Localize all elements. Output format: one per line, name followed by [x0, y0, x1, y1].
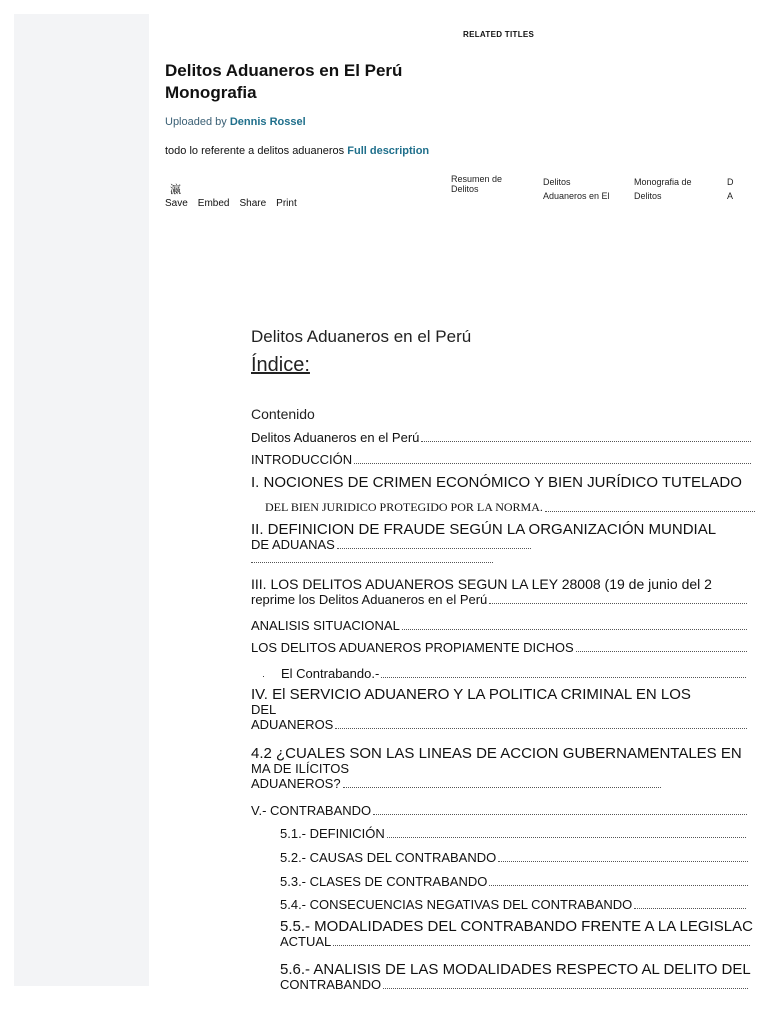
- toc-entry[interactable]: [251, 803, 747, 818]
- document-description: [165, 145, 429, 157]
- toc-leader: [545, 511, 755, 512]
- toc-entry-text: LOS DELITOS ADUANEROS PROPIAMENTE DICHOS: [251, 640, 574, 655]
- toc-entry[interactable]: [251, 452, 751, 467]
- toc-entry-wrap: [280, 977, 748, 992]
- toc-entry-text: 5.6.- ANALISIS DE LAS MODALIDADES RESPECTO AL DELITO DEL: [280, 961, 751, 978]
- toc-entry-text: INTRODUCCIÓN: [251, 452, 353, 467]
- embed-label: Embed: [197, 198, 230, 209]
- toc-leader: [498, 861, 748, 862]
- toc-entry[interactable]: [251, 746, 757, 791]
- toc-leader: [343, 776, 661, 788]
- related-title-line: A: [727, 191, 734, 201]
- toc-entry-text: 5.5.- MODALIDADES DEL CONTRABANDO FRENTE A LA LEGISLAC: [280, 918, 753, 935]
- toc-entry-text: IV. El SERVICIO ADUANERO Y LA POLITICA CRIMINAL EN LOS: [251, 686, 691, 703]
- uploaded-prefix: Uploaded by: [165, 116, 227, 128]
- page-heading: Delitos Aduaneros en el Perú: [251, 327, 472, 346]
- toc-leader: [381, 677, 746, 678]
- toc-leader: [576, 651, 747, 652]
- toc-entry-text: CONTRABANDO: [280, 977, 382, 992]
- document-title: Delitos Aduaneros en El Perú Monografia: [165, 61, 403, 102]
- toc-entry[interactable]: [251, 430, 751, 445]
- toc-leader: [402, 629, 747, 630]
- toc-entry[interactable]: [262, 666, 746, 681]
- toc-entry-text: MA DE ILÍCITOS: [251, 761, 350, 776]
- toc-entry-text: V.- CONTRABANDO: [251, 803, 372, 818]
- left-sidebar: [14, 14, 149, 986]
- toc-leader: [489, 885, 748, 886]
- related-title-item[interactable]: [727, 177, 734, 201]
- toc-entry-wrap: [251, 537, 531, 552]
- full-description-link[interactable]: Full description: [347, 145, 430, 157]
- toc-leader: [383, 977, 748, 989]
- print-button[interactable]: [276, 182, 297, 209]
- bullet-icon: ·: [262, 671, 265, 681]
- save-button[interactable]: [165, 182, 188, 209]
- toc-entry-text: 5.1.- DEFINICIÓN: [280, 826, 385, 841]
- toc-entry-text: ADUANEROS?: [251, 776, 341, 791]
- related-title-line: Delitos: [634, 191, 662, 201]
- related-title-item[interactable]: [543, 177, 610, 201]
- toc-entry[interactable]: [280, 897, 746, 912]
- toc-entry[interactable]: [280, 826, 746, 841]
- toc-entry-wrap: [251, 776, 661, 791]
- related-titles-header: RELATED TITLES: [463, 30, 535, 39]
- toc-leader: [387, 837, 746, 838]
- toc-entry-text: Delitos Aduaneros en el Perú: [251, 430, 420, 445]
- toc-entry-wrap: [251, 592, 747, 607]
- toc-leader: [335, 717, 747, 729]
- toc-entry-text: 4.2 ¿CUALES SON LAS LINEAS DE ACCION GUBERNAMENTALES EN: [251, 745, 742, 762]
- toc-entry-text: DEL BIEN JURIDICO PROTEGIDO POR LA NORMA.: [265, 500, 543, 514]
- toc-leader: [489, 592, 747, 604]
- toc-leader: [333, 934, 750, 946]
- toc-entry-text: 5.3.- CLASES DE CONTRABANDO: [280, 874, 488, 889]
- toc-entry[interactable]: [251, 618, 747, 633]
- description-text: todo lo referente a delitos aduaneros: [165, 145, 345, 157]
- toc-entry-text: 5.4.- CONSECUENCIAS NEGATIVAS DEL CONTRABANDO: [280, 897, 633, 912]
- related-title-item[interactable]: [451, 174, 502, 194]
- toc-leader: [337, 537, 531, 549]
- toc-entry-text: ANALISIS SITUACIONAL: [251, 618, 400, 633]
- action-bar: [165, 182, 297, 209]
- toc-entry[interactable]: [251, 475, 757, 490]
- embed-button[interactable]: [198, 182, 230, 209]
- toc-leader: [251, 552, 493, 563]
- related-title-line: Resumen de: [451, 174, 503, 184]
- toc-entry[interactable]: [251, 640, 747, 655]
- toc-entry-text: III. LOS DELITOS ADUANEROS SEGUN LA LEY 28008 (19 de junio del 2: [251, 576, 712, 592]
- toc-entry-text: I. NOCIONES DE CRIMEN ECONÓMICO Y BIEN JURÍDICO TUTELADO: [251, 474, 742, 491]
- toc-entry-text: DEL: [251, 702, 277, 717]
- toc-leader: [421, 441, 751, 442]
- related-title-line: Monografia de: [634, 177, 692, 187]
- share-label: Share: [239, 198, 267, 209]
- print-label: Print: [276, 198, 297, 209]
- author-link[interactable]: Dennis Rossel: [229, 116, 306, 128]
- share-button[interactable]: [239, 182, 266, 209]
- toc-entry[interactable]: [251, 687, 757, 732]
- toc-entry-text: DE ADUANAS: [251, 537, 335, 552]
- save-label: Save: [165, 198, 188, 209]
- toc-entry-text: II. DEFINICION DE FRAUDE SEGÚN LA ORGANIZACIÓN MUNDIAL: [251, 521, 717, 538]
- toc-leader: [634, 908, 746, 909]
- related-title-line: Delitos: [451, 184, 479, 194]
- toc-entry[interactable]: [280, 850, 748, 865]
- contents-heading: Contenido: [251, 406, 315, 422]
- toc-entry[interactable]: [251, 522, 757, 563]
- toc-entry-text: ACTUAL: [280, 934, 332, 949]
- toc-entry-text: 5.2.- CAUSAS DEL CONTRABANDO: [280, 850, 497, 865]
- related-title-line: Aduaneros en El: [543, 191, 610, 201]
- related-title-line: D: [727, 177, 734, 187]
- toc-entry-wrap: [251, 717, 747, 732]
- toc-entry[interactable]: [265, 500, 755, 515]
- related-title-line: Delitos: [543, 177, 571, 187]
- toc-entry-wrap: [280, 934, 750, 949]
- related-title-item[interactable]: [634, 177, 692, 201]
- index-heading: Índice:: [251, 354, 310, 376]
- toc-leader: [354, 463, 751, 464]
- toc-entry[interactable]: [280, 962, 758, 992]
- toc-entry-text: reprime los Delitos Aduaneros en el Perú: [251, 592, 488, 607]
- toc-entry[interactable]: [251, 577, 757, 607]
- save-icon: 瀛: [170, 184, 181, 196]
- toc-entry[interactable]: [280, 919, 758, 949]
- toc-entry-text: ADUANEROS: [251, 717, 334, 732]
- toc-leader: [373, 814, 747, 815]
- toc-entry-text: El Contrabando.-: [281, 666, 380, 681]
- uploaded-by: [165, 116, 306, 128]
- toc-entry[interactable]: [280, 874, 748, 889]
